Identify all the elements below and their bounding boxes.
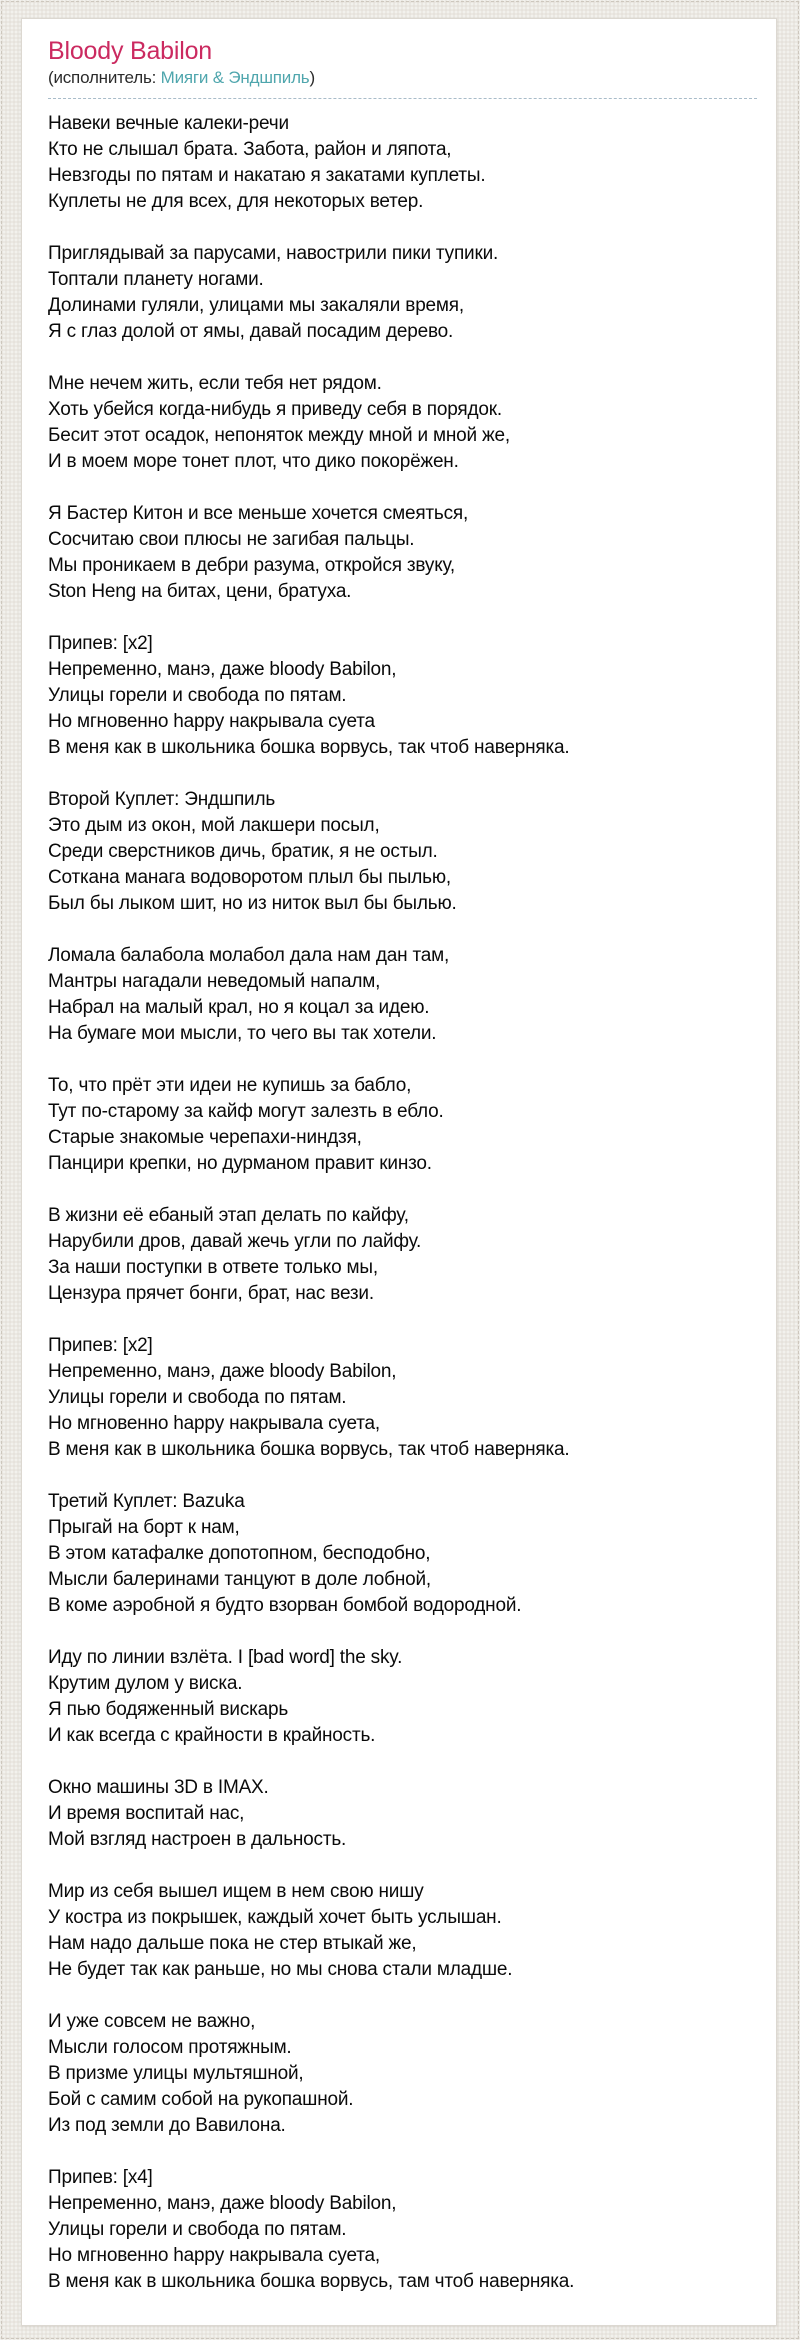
lyric-line: Нам надо дальше пока не стер втыкай же, [48,1933,417,1954]
lyric-line: У костра из покрышек, каждый хочет быть услышан. [48,1907,502,1928]
lyric-line: Из под земли до Вавилона. [48,2115,286,2136]
lyrics [48,99,757,2295]
lyric-line: Соткана манага водоворотом плыл бы пылью, [48,867,451,888]
lyric-line: Долинами гуляли, улицами мы закаляли время, [48,295,464,316]
lyric-line: Бесит этот осадок, непоняток между мной и мной же, [48,425,510,446]
lyric-line: Мысли голосом протяжным. [48,2037,292,2058]
lyric-line: В жизни её ебаный этап делать по кайфу, [48,1205,409,1226]
lyric-line: Невзгоды по пятам и накатаю я закатами куплеты. [48,165,486,186]
page-title: Bloody Babilon [48,37,212,65]
lyric-line: Кто не слышал брата. Забота, район и ляпота, [48,139,452,160]
lyric-line: Среди сверстников дичь, братик, я не остыл. [48,841,438,862]
lyric-line: Непременно, манэ, даже bloody Babilon, [48,659,397,680]
lyric-line: Набрал на малый крал, но я коцал за идею. [48,997,430,1018]
lyric-line: На бумаге мои мысли, то чего вы так хотели. [48,1023,437,1044]
lyric-line: Ломала балабола молабол дала нам дан там, [48,945,450,966]
lyric-stanza [48,1879,757,1983]
lyric-line: Третий Куплет: Bazuka [48,1491,245,1512]
lyric-stanza [48,1073,757,1177]
lyric-line: Но мгновенно happy накрывала суета, [48,2245,380,2266]
artist-line [48,67,757,89]
lyric-line: Припев: [x2] [48,633,153,654]
lyric-line: Куплеты не для всех, для некоторых ветер. [48,191,424,212]
lyric-line: То, что прёт эти идеи не купишь за бабло, [48,1075,412,1096]
lyric-stanza [48,2165,757,2295]
lyric-line: В призме улицы мультяшной, [48,2063,304,2084]
lyric-stanza [48,2009,757,2139]
lyric-stanza [48,787,757,917]
lyric-line: В меня как в школьника бошка ворвусь, так чтоб наверняка. [48,1439,570,1460]
lyric-line: Улицы горели и свобода по пятам. [48,1387,347,1408]
lyric-stanza [48,111,757,215]
lyric-line: Мой взгляд настроен в дальность. [48,1829,347,1850]
lyric-line: Мы проникаем в дебри разума, откройся звуку, [48,555,456,576]
lyric-line: В коме аэробной я будто взорван бомбой водородной. [48,1595,522,1616]
lyric-line: Не будет так как раньше, но мы снова стали младше. [48,1959,513,1980]
lyric-stanza [48,501,757,605]
lyric-line: Навеки вечные калеки-речи [48,113,289,134]
lyric-line: Припев: [x4] [48,2167,153,2188]
lyric-line: Мысли балеринами танцуют в доле лобной, [48,1569,432,1590]
lyric-line: Я Бастер Китон и все меньше хочется смеяться, [48,503,469,524]
lyric-line: Приглядывай за парусами, навострили пики тупики. [48,243,499,264]
lyric-line: Нарубили дров, давай жечь угли по лайфу. [48,1231,422,1252]
lyric-line: Непременно, манэ, даже bloody Babilon, [48,2193,397,2214]
lyric-line: Непременно, манэ, даже bloody Babilon, [48,1361,397,1382]
lyric-line: Это дым из окон, мой лакшери посыл, [48,815,380,836]
lyric-line: Ston Heng на битах, цени, братуха. [48,581,352,602]
lyric-line: И время воспитай нас, [48,1803,245,1824]
lyric-line: И уже совсем не важно, [48,2011,256,2032]
lyric-line: Второй Куплет: Эндшпиль [48,789,276,810]
lyric-line: В меня как в школьника бошка ворвусь, там чтоб наверняка. [48,2271,575,2292]
lyric-line: Тут по-старому за кайф могут залезть в ебло. [48,1101,444,1122]
artist-label-prefix: (исполнитель: [48,68,161,87]
lyric-stanza [48,241,757,345]
lyric-line: И как всегда с крайности в крайность. [48,1725,376,1746]
lyric-line: Мантры нагадали неведомый напалм, [48,971,381,992]
lyric-stanza [48,1333,757,1463]
lyrics-card [21,18,777,2326]
lyric-line: Я с глаз долой от ямы, давай посадим дерево. [48,321,454,342]
lyric-line: Улицы горели и свобода по пятам. [48,2219,347,2240]
song-header [48,37,757,99]
lyric-line: Мне нечем жить, если тебя нет рядом. [48,373,382,394]
lyric-line: Мир из себя вышел ищем в нем свою нишу [48,1881,424,1902]
lyric-line: В этом катафалке допотопном, бесподобно, [48,1543,431,1564]
lyric-line: Топтали планету ногами. [48,269,264,290]
lyric-line: Припев: [x2] [48,1335,153,1356]
artist-link[interactable]: Мияги & Эндшпиль [160,68,310,87]
lyric-line: За наши поступки в ответе только мы, [48,1257,378,1278]
lyric-line: Старые знакомые черепахи-ниндзя, [48,1127,362,1148]
lyric-line: И в моем море тонет плот, что дико покорёжен. [48,451,459,472]
lyric-line: Панцири крепки, но дурманом правит кинзо. [48,1153,432,1174]
lyric-stanza [48,1645,757,1749]
lyric-line: Хоть убейся когда-нибудь я приведу себя в порядок. [48,399,502,420]
lyric-stanza [48,631,757,761]
lyric-line: Я пью бодяженный вискарь [48,1699,289,1720]
lyric-line: Окно машины 3D в IMAX. [48,1777,269,1798]
lyric-stanza [48,1775,757,1853]
lyric-line: В меня как в школьника бошка ворвусь, так чтоб наверняка. [48,737,570,758]
lyric-stanza [48,943,757,1047]
lyric-stanza [48,1203,757,1307]
lyric-line: Но мгновенно happy накрывала суета [48,711,375,732]
lyric-line: Иду по линии взлёта. I [bad word] the sky. [48,1647,403,1668]
artist-label-suffix: ) [309,68,315,87]
lyric-line: Но мгновенно happy накрывала суета, [48,1413,380,1434]
lyric-line: Бой с самим собой на рукопашной. [48,2089,354,2110]
lyric-line: Прыгай на борт к нам, [48,1517,240,1538]
lyric-stanza [48,371,757,475]
lyric-line: Цензура прячет бонги, брат, нас вези. [48,1283,374,1304]
lyric-line: Крутим дулом у виска. [48,1673,243,1694]
lyric-stanza [48,1489,757,1619]
lyric-line: Улицы горели и свобода по пятам. [48,685,347,706]
lyric-line: Был бы лыком шит, но из ниток выл бы былью. [48,893,457,914]
lyric-line: Сосчитаю свои плюсы не загибая пальцы. [48,529,415,550]
